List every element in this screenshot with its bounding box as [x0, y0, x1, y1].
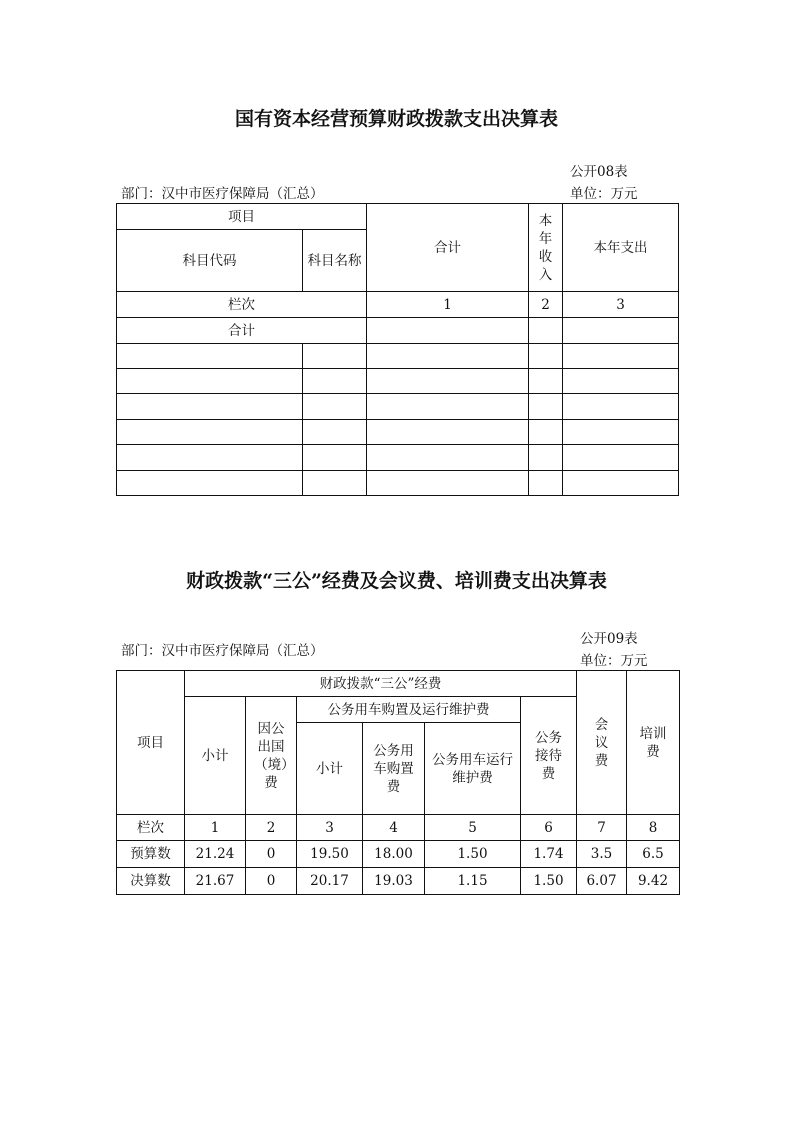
table-cell: 18.00	[363, 841, 425, 868]
header-code: 科目代码	[117, 230, 303, 292]
table-cell: 21.24	[185, 841, 246, 868]
header-subtotal: 小计	[185, 697, 246, 815]
table-cell: 1	[185, 815, 246, 841]
table-cell	[529, 471, 563, 496]
empty-row	[117, 344, 679, 369]
header-abroad: 因公出国（境）费	[246, 697, 297, 815]
table-cell	[367, 420, 529, 445]
col-num: 1	[367, 292, 529, 318]
table-cell: 9.42	[627, 868, 680, 895]
table-cell	[303, 471, 367, 496]
table-cell	[529, 344, 563, 369]
table-cell: 8	[627, 815, 680, 841]
table-cell: 栏次	[117, 815, 185, 841]
table-cell: 3.5	[577, 841, 627, 868]
table-cell: 4	[363, 815, 425, 841]
table-cell: 1.74	[521, 841, 577, 868]
table-cell: 1.50	[425, 841, 521, 868]
empty-row	[117, 445, 679, 471]
table-cell: 7	[577, 815, 627, 841]
table-cell	[563, 420, 679, 445]
table1-title: 国有资本经营预算财政拨款支出决算表	[234, 108, 558, 130]
header-car: 公务用车购置及运行维护费	[297, 697, 521, 723]
table1-code: 公开08表	[570, 164, 628, 180]
table-cell: 5	[425, 815, 521, 841]
table2-dept: 部门：汉中市医疗保障局（汇总）	[121, 643, 324, 659]
row-total-label: 合计	[117, 318, 367, 344]
table1	[116, 203, 679, 496]
header-training: 培训费	[627, 671, 680, 815]
row-col-label: 栏次	[117, 292, 367, 318]
empty-row	[117, 394, 679, 420]
header-car-subtotal: 小计	[297, 723, 363, 815]
table-cell	[303, 394, 367, 420]
table-cell	[117, 445, 303, 471]
table-cell	[529, 445, 563, 471]
table-cell	[117, 471, 303, 496]
table-row	[117, 841, 680, 868]
table-cell: 1.15	[425, 868, 521, 895]
header-item: 项目	[117, 204, 367, 230]
table-cell: 决算数	[117, 868, 185, 895]
header-total: 合计	[367, 204, 529, 292]
header-reception: 公务接待费	[521, 697, 577, 815]
table-cell: 6.5	[627, 841, 680, 868]
table-cell: 0	[246, 868, 297, 895]
table-cell	[563, 471, 679, 496]
table-cell: 21.67	[185, 868, 246, 895]
header-sangong: 财政拨款“三公”经费	[185, 671, 577, 697]
header-income: 本年收入	[529, 204, 563, 292]
header-expense: 本年支出	[563, 204, 679, 292]
table-cell	[563, 344, 679, 369]
table-cell	[303, 445, 367, 471]
table-cell	[529, 369, 563, 394]
table-cell	[529, 394, 563, 420]
empty-row	[117, 369, 679, 394]
table-row	[117, 815, 680, 841]
col-num: 2	[529, 292, 563, 318]
header-meeting: 会议费	[577, 671, 627, 815]
table-cell: 19.03	[363, 868, 425, 895]
table-cell: 20.17	[297, 868, 363, 895]
table-cell: 1.50	[521, 868, 577, 895]
table-cell	[117, 394, 303, 420]
table-cell	[367, 394, 529, 420]
table-cell	[367, 471, 529, 496]
header-item: 项目	[117, 671, 185, 815]
table-cell	[303, 344, 367, 369]
table-cell: 2	[246, 815, 297, 841]
table-cell	[117, 369, 303, 394]
table1-dept: 部门：汉中市医疗保障局（汇总）	[121, 186, 324, 202]
table-cell	[303, 420, 367, 445]
table-cell: 预算数	[117, 841, 185, 868]
table-cell: 19.50	[297, 841, 363, 868]
table-cell	[117, 344, 303, 369]
empty-row	[117, 471, 679, 496]
header-car-buy: 公务用车购置费	[363, 723, 425, 815]
table-cell	[563, 445, 679, 471]
col-num: 3	[563, 292, 679, 318]
header-car-run: 公务用车运行维护费	[425, 723, 521, 815]
table-cell: 3	[297, 815, 363, 841]
table-row	[117, 868, 680, 895]
table-cell	[367, 445, 529, 471]
table2	[116, 670, 680, 895]
table-cell: 6	[521, 815, 577, 841]
table-cell	[563, 394, 679, 420]
table-cell: 0	[246, 841, 297, 868]
cell	[563, 318, 679, 344]
table-cell: 6.07	[577, 868, 627, 895]
table2-code: 公开09表	[580, 631, 638, 647]
empty-row	[117, 420, 679, 445]
table2-unit: 单位：万元	[580, 653, 648, 669]
table-cell	[563, 369, 679, 394]
header-name: 科目名称	[303, 230, 367, 292]
table2-title: 财政拨款“三公”经费及会议费、培训费支出决算表	[186, 570, 607, 592]
table-cell	[303, 369, 367, 394]
table-cell	[529, 420, 563, 445]
table-cell	[367, 344, 529, 369]
cell	[367, 318, 529, 344]
table-cell	[367, 369, 529, 394]
table1-unit: 单位：万元	[570, 186, 638, 202]
cell	[529, 318, 563, 344]
table-cell	[117, 420, 303, 445]
